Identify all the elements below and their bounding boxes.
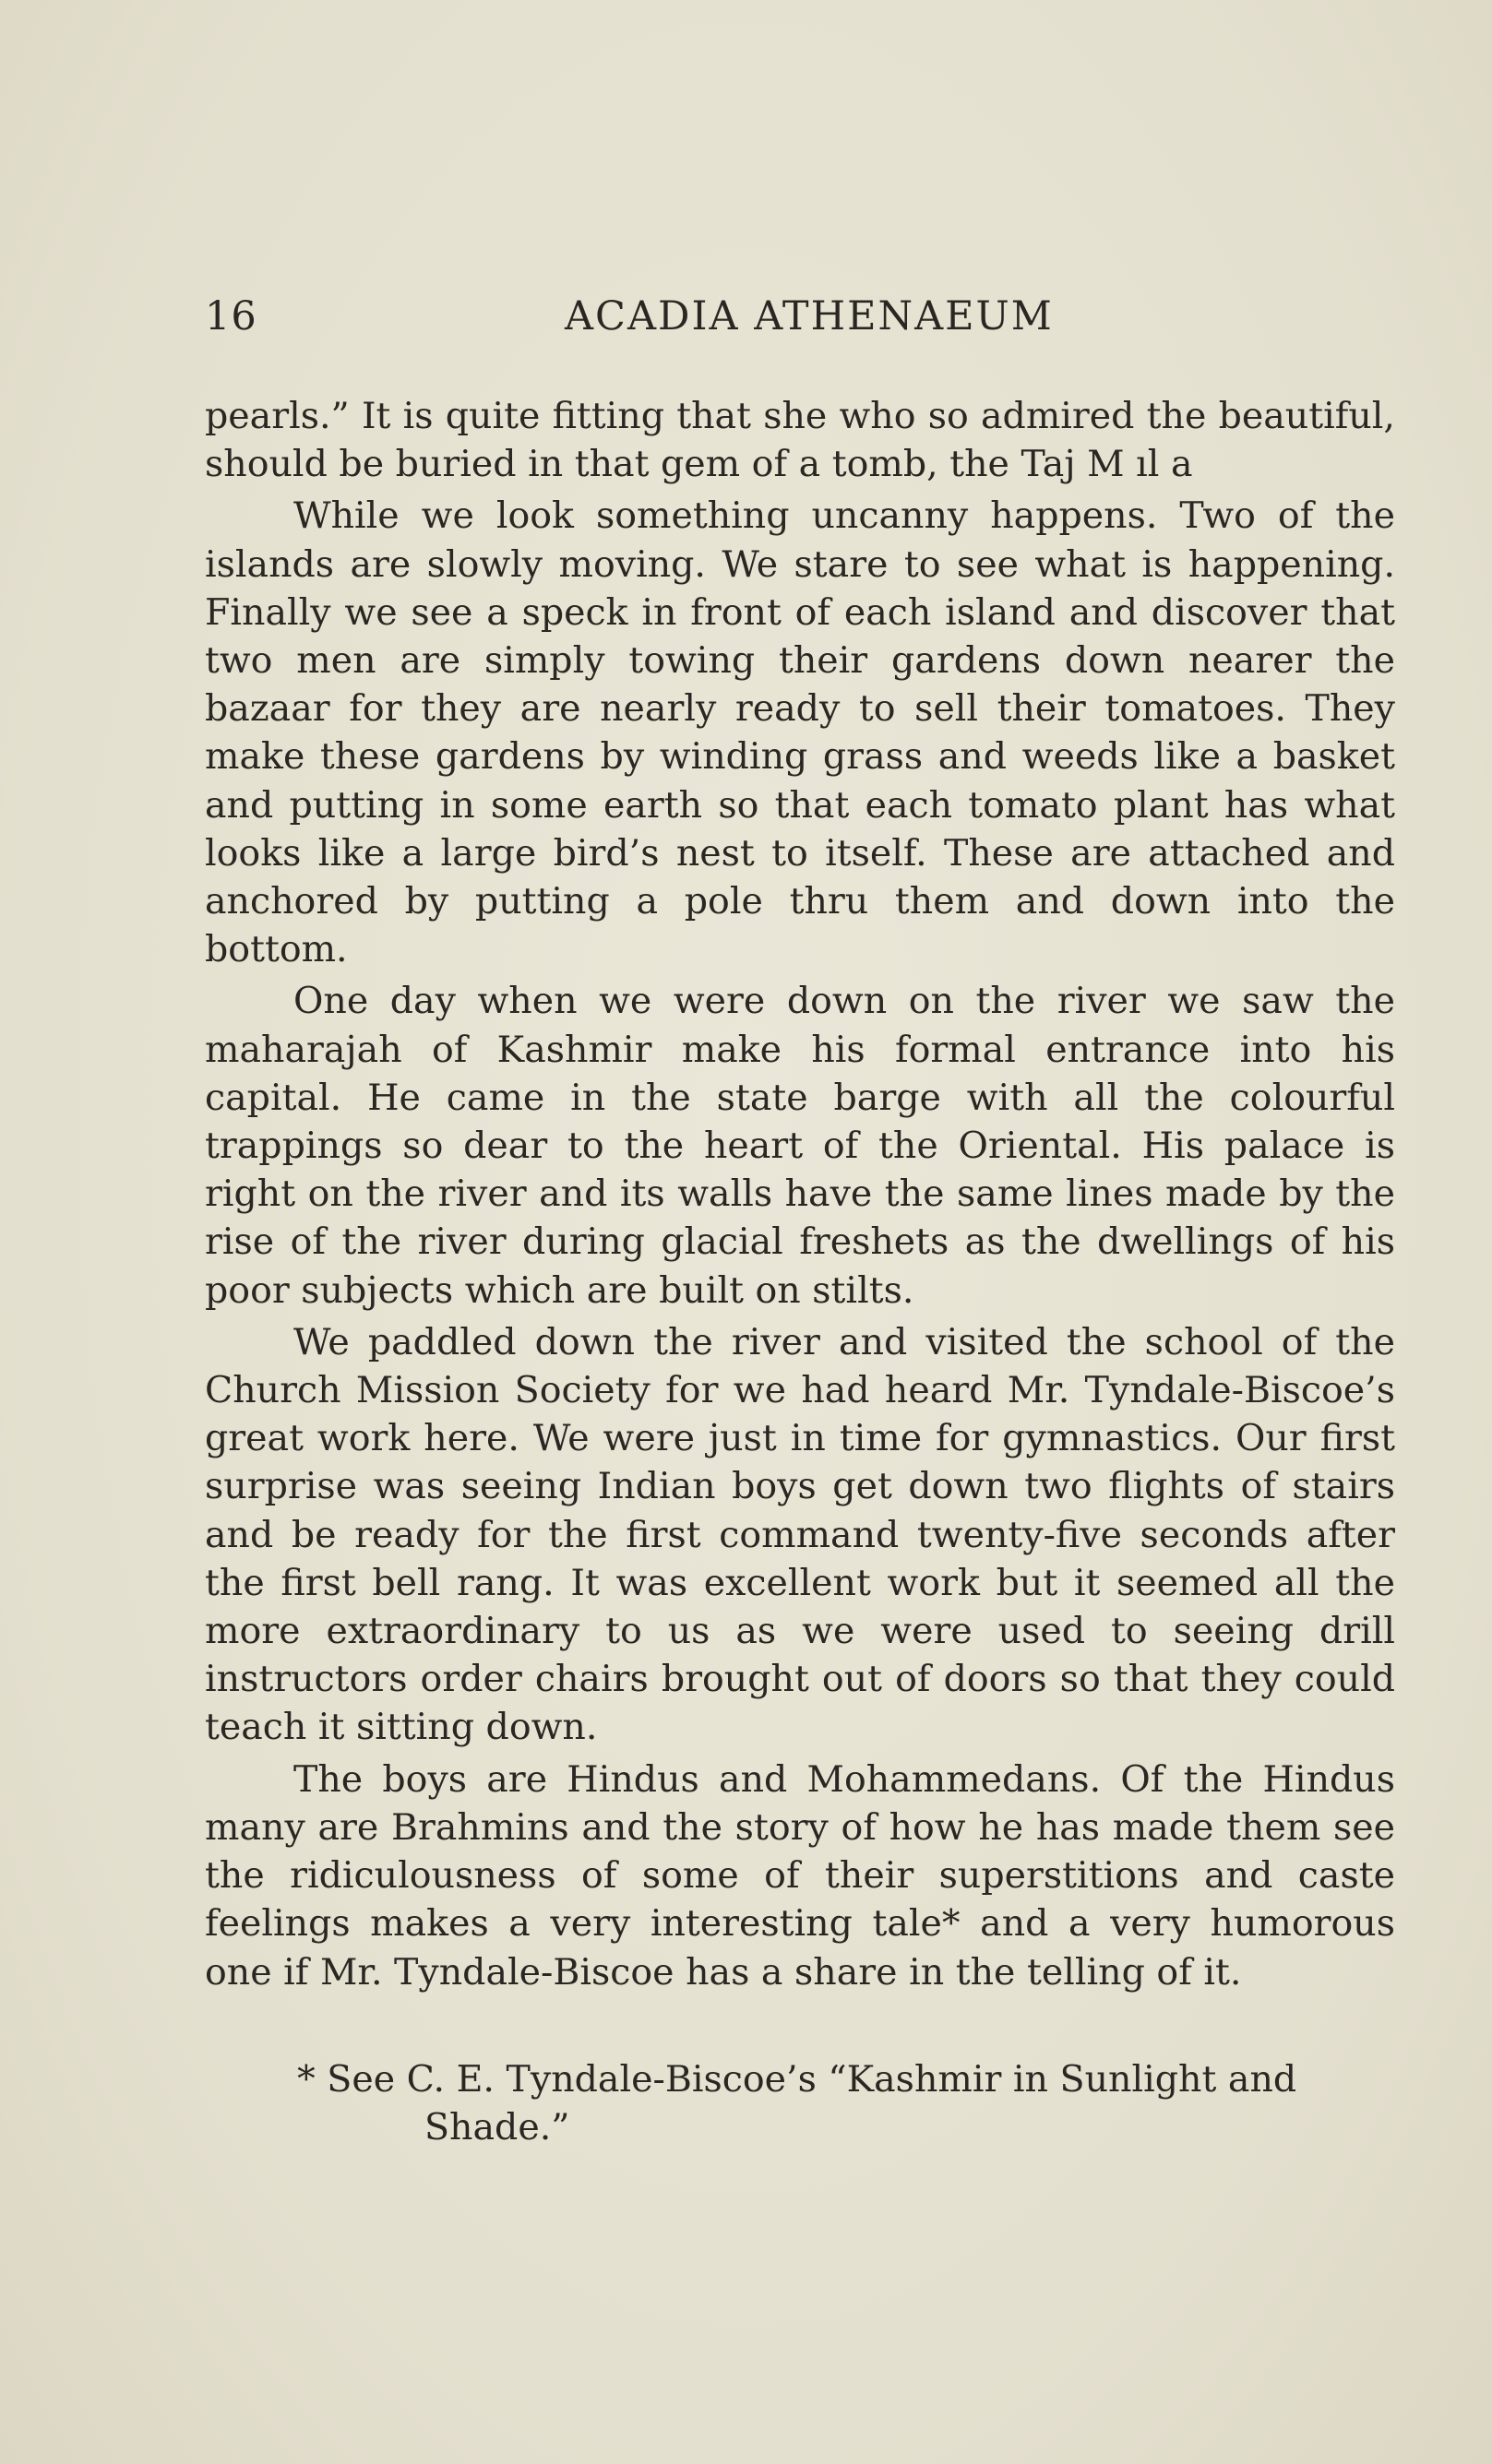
paragraph-continuation: pearls.” It is quite fitting that she who so admired the beautiful, should be buried in that gem of a tomb, the Taj M ıl a [205,395,1395,486]
article-body [205,392,1395,1996]
footnote-line-1: * See C. E. Tyndale-Biscoe’s “Kashmir in Sunlight and [297,2058,1297,2101]
footnote [297,2055,1395,2151]
paragraph-islands: While we look something uncanny happens. Two of the islands are slowly moving. We stare to see what is happening. Finally we see a speck in front of each island and discover that two men are simply towing their gardens down nearer the bazaar for they are nearly ready to sell their tomatoes. They make these gardens by winding grass and weeds like a basket and putting in some earth so that each tomato plant has what looks like a large bird’s nest to itself. These are attached and anchored by putting a pole thru them and down into the bottom. [205,494,1395,971]
footnote-line-2: Shade.” [424,2106,570,2149]
page-header [205,293,1395,349]
paragraph-school: We paddled down the river and visited the school of the Church Mission Society for we had heard Mr. Tyndale-Biscoe’s great work here. We were just in time for gymnastics. Our first surprise was seeing Indian boys get down two flights of stairs and be ready for the first command twenty-five seconds after the first bell rang. It was excellent work but it seemed all the more extraordinary to us as we were used to seeing drill instructors order chairs brought out of doors so that they could teach it sitting down. [205,1320,1395,1749]
running-head: ACADIA ATHENAEUM [565,293,1054,339]
page-number: 16 [205,293,257,339]
paragraph-maharajah: One day when we were down on the river we saw the maharajah of Kashmir make his formal entrance into his capital. He came in the state barge with all the colourful trappings so dear to the heart of the Oriental. His palace is right on the river and its walls have the same lines made by the rise of the river during glacial freshets as the dwellings of his poor subjects which are built on stilts. [205,980,1395,1312]
paragraph-hindus: The boys are Hindus and Mohammedans. Of the Hindus many are Brahmins and the story of how he has made them see the ridiculousness of some of their superstitions and caste feelings makes a very interesting tale* and a very humorous one if Mr. Tyndale-Biscoe has a share in the telling of it. [205,1757,1395,1994]
